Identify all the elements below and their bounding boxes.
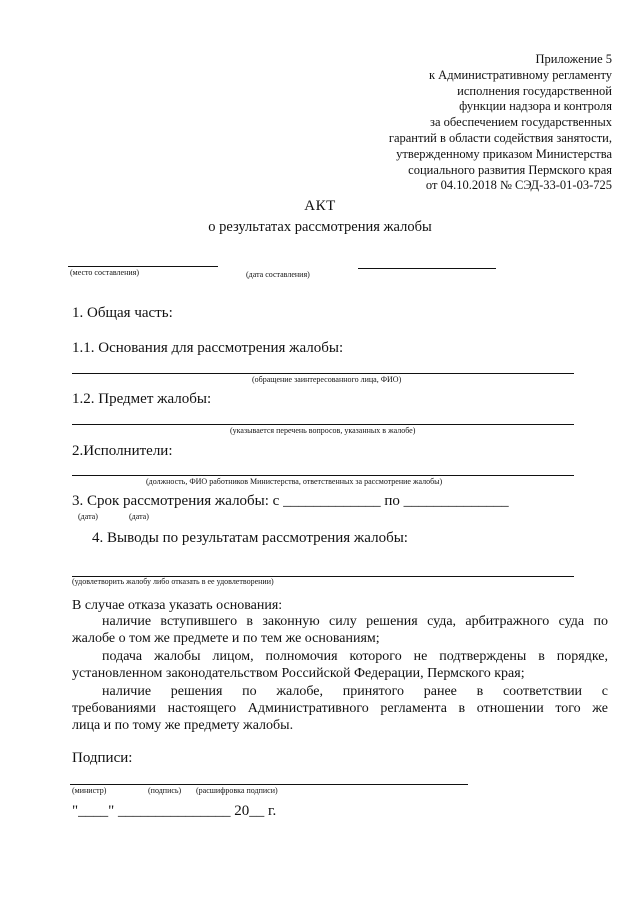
appendix-line: за обеспечением государственных: [430, 115, 612, 130]
section-executors: 2.Исполнители:: [72, 443, 173, 459]
document-subtitle: о результатах рассмотрения жалобы: [208, 219, 432, 235]
section-general: 1. Общая часть:: [72, 305, 173, 321]
section-subject: 1.2. Предмет жалобы:: [72, 391, 212, 407]
refusal-item3-line3: лица и по тому же предмету жалобы.: [72, 718, 294, 733]
subject-caption: (указывается перечень вопросов, указанных в жалобе): [230, 426, 416, 435]
grounds-line: [72, 373, 574, 374]
appendix-line: от 04.10.2018 № СЭД-33-01-03-725: [425, 178, 612, 193]
refusal-item2-line2: установленном законодательством Российской Федерации, Пермского края;: [72, 666, 525, 681]
refusal-intro: В случае отказа указать основания:: [72, 598, 283, 613]
section-grounds: 1.1. Основания для рассмотрения жалобы:: [72, 340, 344, 356]
appendix-line: к Административному регламенту: [428, 67, 612, 82]
signature-date: "____" _______________ 20__ г.: [72, 803, 277, 819]
date-line: [358, 268, 496, 269]
signature-line: [70, 784, 468, 785]
place-line: [68, 266, 218, 267]
caption-signature: (подпись): [148, 786, 182, 795]
refusal-item2-line1: подача жалобы лицом, полномочия которого не подтверждены в порядке,: [102, 649, 608, 664]
place-caption: (место составления): [70, 268, 139, 277]
term-middle: по: [384, 493, 400, 509]
refusal-item3-line1: наличие решения по жалобе, принятого ранее в соответствии с: [102, 684, 608, 699]
appendix-line: утвержденному приказом Министерства: [396, 146, 612, 161]
appendix-line: функции надзора и контроля: [459, 99, 612, 114]
term-caption-date2: (дата): [129, 512, 149, 521]
appendix-line: гарантий в области содействия занятости,: [388, 130, 612, 145]
executors-line: [72, 475, 574, 476]
term-prefix: 3. Срок рассмотрения жалобы: с: [72, 493, 280, 509]
term-to-field: ______________: [403, 493, 509, 509]
caption-minister: (министр): [72, 786, 107, 795]
section-term: [72, 493, 509, 510]
appendix-block: [389, 52, 612, 194]
caption-decode: (расшифровка подписи): [196, 786, 278, 795]
date-caption: (дата составления): [246, 270, 310, 279]
refusal-item1-line1: наличие вступившего в законную силу решения суда, арбитражного суда по: [102, 614, 608, 629]
refusal-item1-line2: жалобе о том же предмете и по тем же основаниям;: [72, 631, 380, 646]
subject-line: [72, 424, 574, 425]
appendix-line: социального развития Пермского края: [408, 162, 612, 177]
executors-caption: (должность, ФИО работников Министерства, ответственных за рассмотрение жалобы): [146, 477, 443, 486]
grounds-caption: (обращение заинтересованного лица, ФИО): [252, 375, 402, 384]
term-from-field: _____________: [283, 493, 381, 509]
conclusions-caption: (удовлетворить жалобу либо отказать в ее удовлетворении): [72, 577, 274, 586]
signatures-label: Подписи:: [72, 750, 133, 766]
section-conclusions: 4. Выводы по результатам рассмотрения жалобы:: [92, 530, 408, 546]
refusal-item3-line2: требованиями настоящего Административного регламента в отношении того же: [72, 701, 608, 716]
appendix-line: исполнения государственной: [457, 83, 612, 98]
term-caption-date1: (дата): [78, 512, 98, 521]
appendix-line: Приложение 5: [535, 52, 612, 66]
document-title: АКТ: [304, 198, 336, 214]
